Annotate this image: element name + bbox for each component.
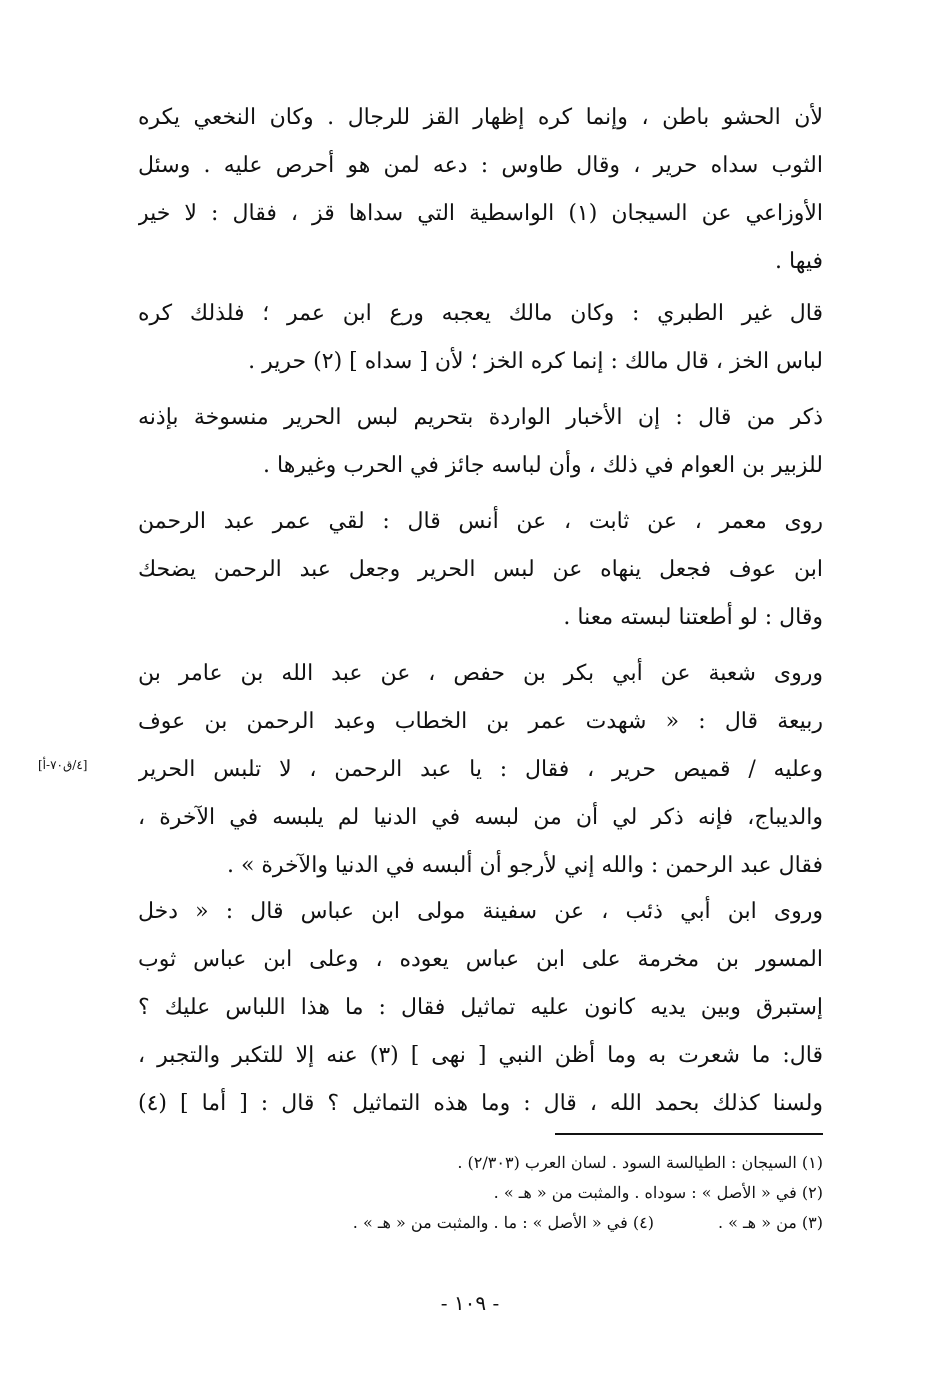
text-line: ابن عوف فجعل ينهاه عن لبس الحرير وجعل عبد الرحمن يضحك bbox=[138, 557, 823, 582]
text-line: ربيعة قال : « شهدت عمر بن الخطاب وعبد الرحمن بن عوف bbox=[138, 709, 823, 734]
paragraph-6 bbox=[138, 888, 823, 1128]
text-line: إستبرق وبين يديه كانون عليه تماثيل فقال : ما هذا اللباس عليك ؟ bbox=[138, 995, 823, 1020]
text-line: وعليه / قميص حرير ، فقال : يا عبد الرحمن ، لا تلبس الحرير bbox=[138, 757, 823, 782]
text-line: لباس الخز ، قال مالك : إنما كره الخز ؛ لأن [ سداه ] (٢) حرير . bbox=[248, 349, 823, 374]
text-line: قال غير الطبري : وكان مالك يعجبه ورع ابن عمر ؛ فلذلك كره bbox=[138, 301, 823, 326]
text-line: والديباج، فإنه ذكر لي أن من لبسه في الدنيا لم يلبسه في الآخرة ، bbox=[138, 805, 823, 830]
footnote-separator bbox=[555, 1133, 823, 1135]
text-line: المسور بن مخرمة على ابن عباس يعوده ، وعلى ابن عباس ثوب bbox=[138, 947, 823, 972]
footnote-2: (٢) في « الأصل » : سوداه . والمثبت من « هـ » . bbox=[493, 1183, 823, 1202]
footnote-1: (١) السيجان : الطيالسة السود . لسان العرب (٢/٣٠٣) . bbox=[457, 1153, 823, 1172]
paragraph-2 bbox=[138, 290, 823, 386]
text-line: لأن الحشو باطن ، وإنما كره إظهار القز للرجال . وكان النخعي يكره bbox=[138, 105, 823, 130]
page-number: - ١٠٩ - bbox=[440, 1291, 500, 1315]
text-line: وروى شعبة عن أبي بكر بن حفص ، عن عبد الله بن عامر بن bbox=[138, 661, 823, 686]
paragraph-5 bbox=[138, 650, 823, 890]
footnote-4: (٤) في « الأصل » : ما . والمثبت من « هـ » . bbox=[352, 1213, 654, 1232]
text-line: للزبير بن العوام في ذلك ، وأن لباسه جائز في الحرب وغيرها . bbox=[263, 453, 823, 478]
footnote-3: (٣) من « هـ » . bbox=[717, 1213, 823, 1232]
manuscript-folio-note: [٤/ق٧٠-أ] bbox=[38, 758, 88, 772]
text-line: ذكر من قال : إن الأخبار الواردة بتحريم لبس الحرير منسوخة بإذنه bbox=[138, 405, 823, 430]
text-line: وروى ابن أبي ذئب ، عن سفينة مولى ابن عباس قال : « دخل bbox=[138, 899, 823, 924]
text-line: وقال : لو أطعتنا لبسته معنا . bbox=[563, 605, 823, 630]
text-line: فقال عبد الرحمن : والله إني لأرجو أن ألبسه في الدنيا والآخرة » . bbox=[226, 853, 823, 878]
footnotes bbox=[138, 1148, 823, 1238]
text-line: الأوزاعي عن السيجان (١) الواسطية التي سداها قز ، فقال : لا خير bbox=[138, 201, 823, 226]
text-line: فيها . bbox=[775, 249, 823, 274]
paragraph-4 bbox=[138, 498, 823, 642]
paragraph-3 bbox=[138, 394, 823, 490]
paragraph-1 bbox=[138, 94, 823, 286]
footnote-row bbox=[138, 1208, 823, 1238]
text-line: ولسنا كذلك بحمد الله ، قال : وما هذه التماثيل ؟ قال : [ أما ] (٤) bbox=[138, 1091, 823, 1116]
text-line: روى معمر ، عن ثابت ، عن أنس قال : لقي عمر عبد الرحمن bbox=[138, 509, 823, 534]
text-line: قال: ما شعرت به وما أظن النبي [ نهى ] (٣) عنه إلا للتكبر والتجبر ، bbox=[138, 1043, 823, 1068]
text-line: الثوب سداه حرير ، وقال طاوس : دعه لمن هو أحرص عليه . وسئل bbox=[138, 153, 823, 178]
